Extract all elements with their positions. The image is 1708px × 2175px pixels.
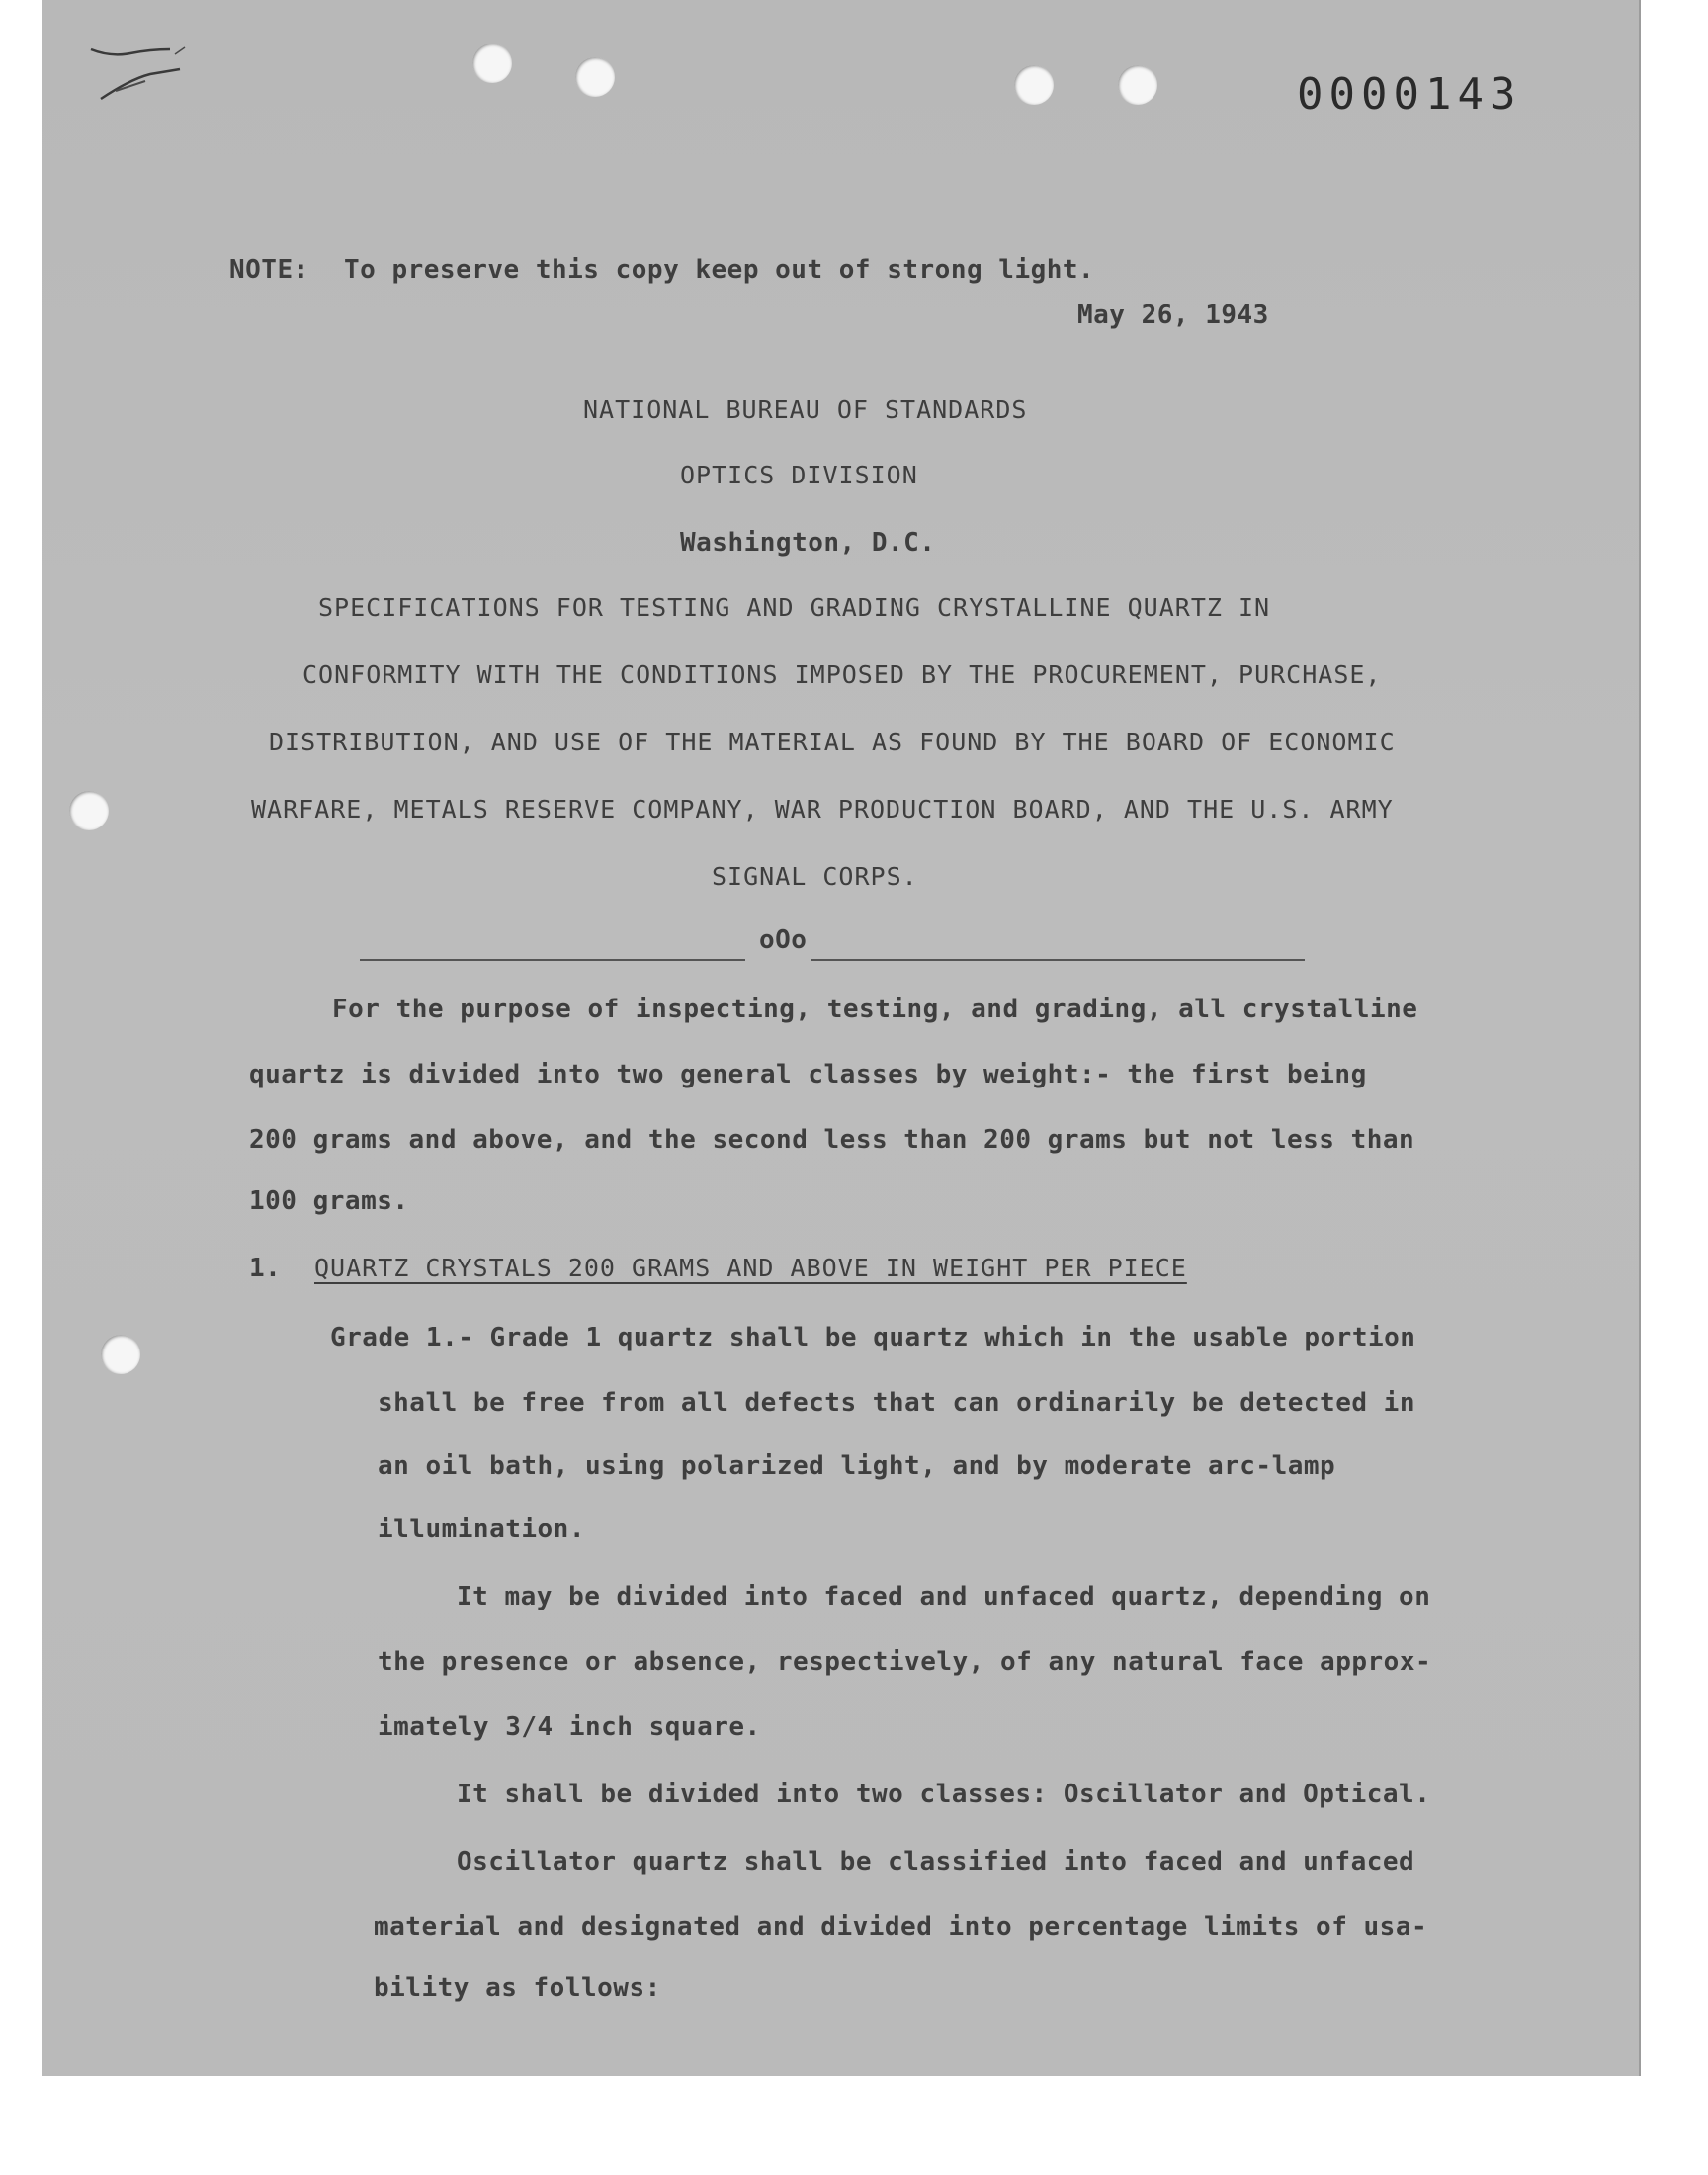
intro-line: 200 grams and above, and the second less than 200 grams but not less than <box>249 1125 1415 1155</box>
punch-hole <box>1118 65 1157 105</box>
punch-hole <box>101 1335 140 1374</box>
document-date: May 26, 1943 <box>1077 301 1269 330</box>
title-line: CONFORMITY WITH THE CONDITIONS IMPOSED BY THE PROCUREMENT, PURCHASE, <box>302 660 1382 689</box>
intro-line: For the purpose of inspecting, testing, and grading, all crystalline <box>332 995 1418 1024</box>
division-name: OPTICS DIVISION <box>680 461 918 489</box>
paragraph-line: It may be divided into faced and unfaced quartz, depending on <box>457 1582 1431 1611</box>
title-line: SPECIFICATIONS FOR TESTING AND GRADING CRYSTALLINE QUARTZ IN <box>318 593 1271 622</box>
paragraph-line: It shall be divided into two classes: Oscillator and Optical. <box>457 1780 1431 1809</box>
punch-hole <box>69 791 109 830</box>
grade-line: illumination. <box>378 1515 585 1544</box>
grade-line: shall be free from all defects that can ordinarily be detected in <box>378 1388 1415 1418</box>
separator-line-left <box>360 959 745 961</box>
paragraph-line: imately 3/4 inch square. <box>378 1712 761 1742</box>
grade-line: Grade 1.- Grade 1 quartz shall be quartz which in the usable portion <box>330 1323 1416 1352</box>
separator-mark: oOo <box>759 925 808 955</box>
note-text: To preserve this copy keep out of strong light. <box>344 255 1095 285</box>
title-line: SIGNAL CORPS. <box>712 862 918 891</box>
intro-line: 100 grams. <box>249 1186 409 1216</box>
separator-line-right <box>811 959 1305 961</box>
note-label: NOTE: <box>229 255 309 285</box>
paragraph-line: the presence or absence, respectively, of any natural face approx- <box>378 1647 1432 1677</box>
title-line: WARFARE, METALS RESERVE COMPANY, WAR PRODUCTION BOARD, AND THE U.S. ARMY <box>251 795 1394 824</box>
location: Washington, D.C. <box>680 528 936 558</box>
paragraph-line: material and designated and divided into percentage limits of usa- <box>374 1912 1428 1942</box>
title-line: DISTRIBUTION, AND USE OF THE MATERIAL AS FOUND BY THE BOARD OF ECONOMIC <box>269 728 1396 756</box>
document-number: 0000143 <box>1297 69 1522 120</box>
pen-mark-scribble <box>61 20 259 119</box>
paragraph-line: Oscillator quartz shall be classified into faced and unfaced <box>457 1847 1415 1876</box>
section-number: 1. <box>249 1254 282 1283</box>
document-page <box>42 0 1639 2076</box>
punch-hole <box>575 57 615 97</box>
punch-hole <box>472 44 512 83</box>
grade-line: an oil bath, using polarized light, and by moderate arc-lamp <box>378 1451 1336 1481</box>
section-title: QUARTZ CRYSTALS 200 GRAMS AND ABOVE IN WEIGHT PER PIECE <box>314 1254 1187 1282</box>
organization-name: NATIONAL BUREAU OF STANDARDS <box>583 395 1028 424</box>
punch-hole <box>1014 65 1054 105</box>
paragraph-line: bility as follows: <box>374 1973 661 2003</box>
intro-line: quartz is divided into two general classes by weight:- the first being <box>249 1060 1367 1089</box>
